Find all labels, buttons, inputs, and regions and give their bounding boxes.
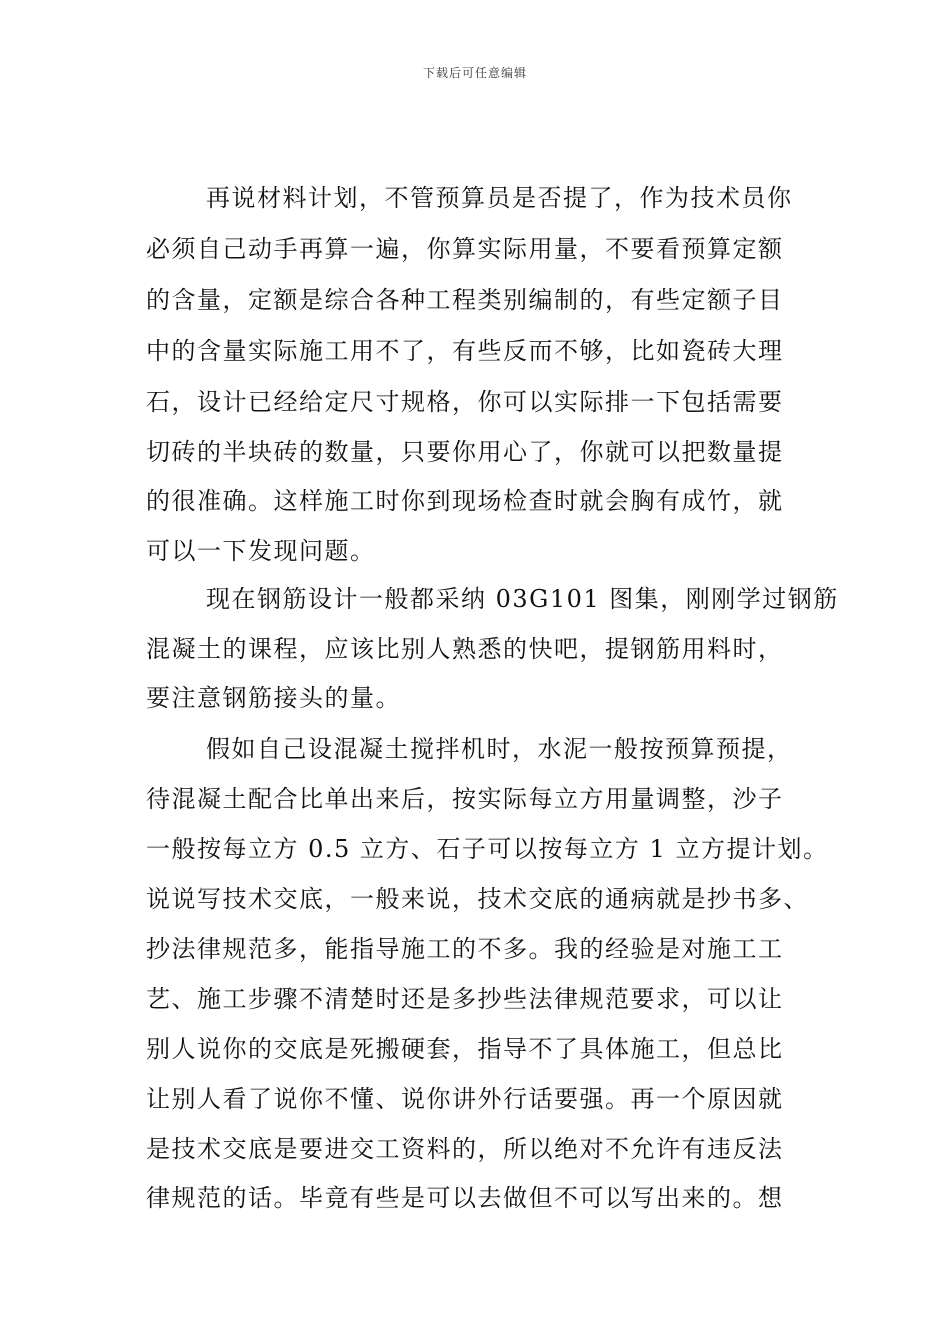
text-line: 可以一下发现问题。 (146, 537, 376, 565)
text-line: 一般按每立方 0.5 立方、石子可以按每立方 1 立方提计划。 (146, 835, 829, 863)
text-line: 石，设计已经给定尺寸规格，你可以实际排一下包括需要 (146, 388, 784, 416)
text-line: 别人说你的交底是死搬硬套，指导不了具体施工，但总比 (146, 1035, 784, 1063)
page-header: 下载后可任意编辑 (422, 66, 527, 80)
text-line: 切砖的半块砖的数量，只要你用心了，你就可以把数量提 (146, 438, 784, 466)
text-line: 律规范的话。毕竟有些是可以去做但不可以写出来的。想 (146, 1184, 784, 1212)
text-line: 要注意钢筋接头的量。 (146, 684, 401, 712)
text-line: 的很准确。这样施工时你到现场检查时就会胸有成竹，就 (146, 487, 784, 515)
text-line: 假如自己设混凝土搅拌机时，水泥一般按预算预提， (206, 735, 793, 763)
text-line: 再说材料计划，不管预算员是否提了，作为技术员你 (206, 184, 793, 212)
text-line: 艺、施工步骤不清楚时还是多抄些法律规范要求，可以让 (146, 985, 784, 1013)
text-line: 的含量，定额是综合各种工程类别编制的，有些定额子目 (146, 286, 784, 314)
text-line: 必须自己动手再算一遍，你算实际用量，不要看预算定额 (146, 235, 784, 263)
text-line: 中的含量实际施工用不了，有些反而不够，比如瓷砖大理 (146, 337, 784, 365)
text-line: 是技术交底是要进交工资料的，所以绝对不允许有违反法 (146, 1135, 784, 1163)
text-line: 让别人看了说你不懂、说你讲外行话要强。再一个原因就 (146, 1085, 784, 1113)
text-line: 抄法律规范多，能指导施工的不多。我的经验是对施工工 (146, 935, 784, 963)
text-line: 待混凝土配合比单出来后，按实际每立方用量调整，沙子 (146, 785, 784, 813)
text-line: 现在钢筋设计一般都采纳 03G101 图集，刚刚学过钢筋 (206, 585, 839, 613)
text-line: 混凝土的课程，应该比别人熟悉的快吧，提钢筋用料时， (146, 635, 784, 663)
text-line: 说说写技术交底，一般来说，技术交底的通病就是抄书多、 (146, 885, 809, 913)
